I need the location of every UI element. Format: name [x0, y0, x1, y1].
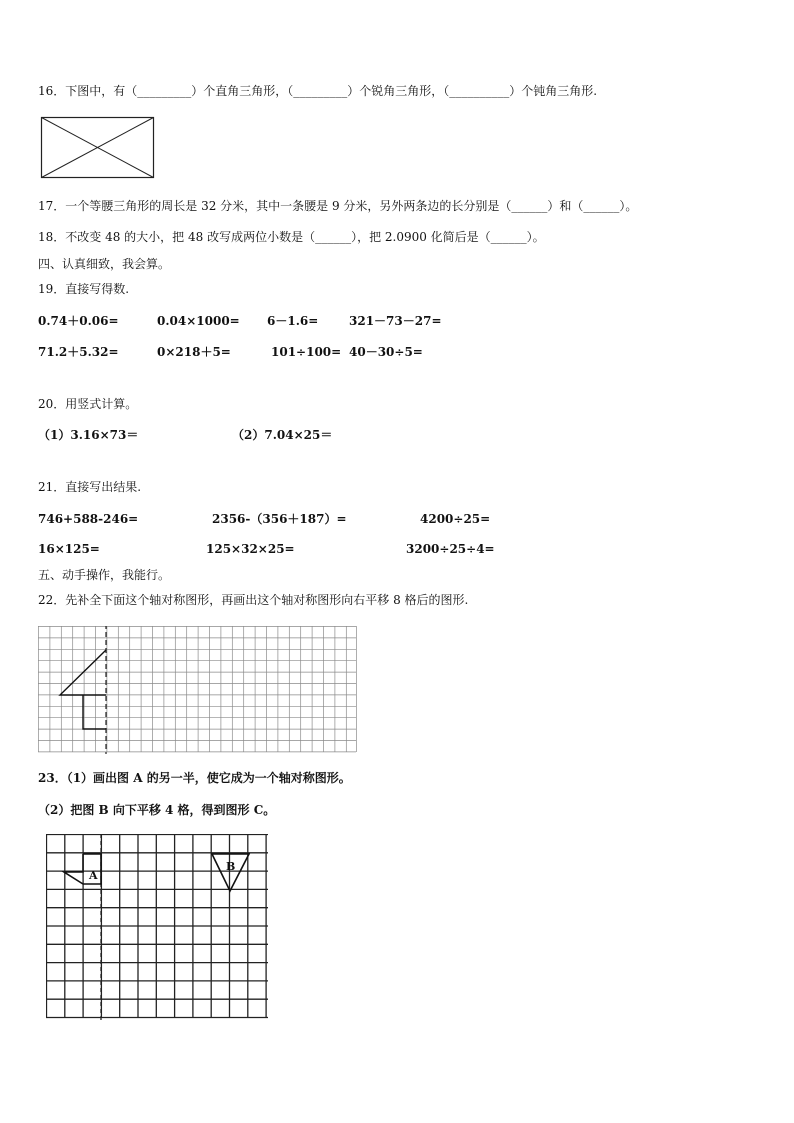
question-16: 16．下图中，有（_________）个直角三角形，（_________）个锐角三角形，（__________）个钝角三角形.	[38, 84, 598, 98]
q19-item: 321－73－27=	[349, 314, 442, 328]
q21-item: 2356-（356＋187）=	[212, 512, 347, 526]
q21-item: 16×125=	[38, 542, 100, 556]
q21-item: 125×32×25=	[206, 542, 295, 556]
q22-half-shape	[60, 650, 106, 695]
q19-item: 0.04×1000=	[157, 314, 240, 328]
q19-item: 0.74＋0.06=	[38, 314, 119, 328]
q19-item: 40－30÷5=	[349, 345, 423, 359]
q23-label-b: B	[226, 860, 236, 873]
section-5-heading: 五、动手操作，我能行。	[38, 568, 171, 582]
q23-grid-figure	[46, 834, 270, 1020]
question-21-title: 21．直接写出结果.	[38, 480, 142, 494]
question-18: 18．不改变 48 的大小，把 48 改写成两位小数是（______），把 2.0900 化简后是（______）。	[38, 230, 545, 244]
question-17: 17．一个等腰三角形的周长是 32 分米，其中一条腰是 9 分米，另外两条边的长分别是（______）和（______）。	[38, 199, 638, 213]
q19-item: 71.2＋5.32=	[38, 345, 119, 359]
question-23-part-2: （2）把图 B 向下平移 4 格，得到图形 C。	[38, 803, 276, 817]
q19-item: 6－1.6=	[267, 314, 319, 328]
q16-rectangle-figure	[40, 116, 156, 180]
question-23-part-1: 23．（1）画出图 A 的另一半，使它成为一个轴对称图形。	[38, 771, 351, 785]
q19-item: 101÷100=	[271, 345, 342, 359]
q21-item: 746+588-246=	[38, 512, 139, 526]
question-22-title: 22．先补全下面这个轴对称图形，再画出这个轴对称图形向右平移 8 格后的图形.	[38, 593, 469, 607]
q20-item: （1）3.16×73＝	[38, 428, 139, 442]
section-4-heading: 四、认真细致，我会算。	[38, 257, 171, 271]
question-19-title: 19．直接写得数.	[38, 282, 130, 296]
q21-item: 4200÷25=	[420, 512, 491, 526]
q19-item: 0×218＋5=	[157, 345, 231, 359]
q20-item: （2）7.04×25＝	[232, 428, 333, 442]
q22-half-shape	[83, 695, 106, 729]
question-20-title: 20．用竖式计算。	[38, 397, 138, 411]
q23-label-a: A	[89, 869, 98, 882]
q22-grid-figure	[38, 626, 358, 754]
q21-item: 3200÷25÷4=	[406, 542, 495, 556]
